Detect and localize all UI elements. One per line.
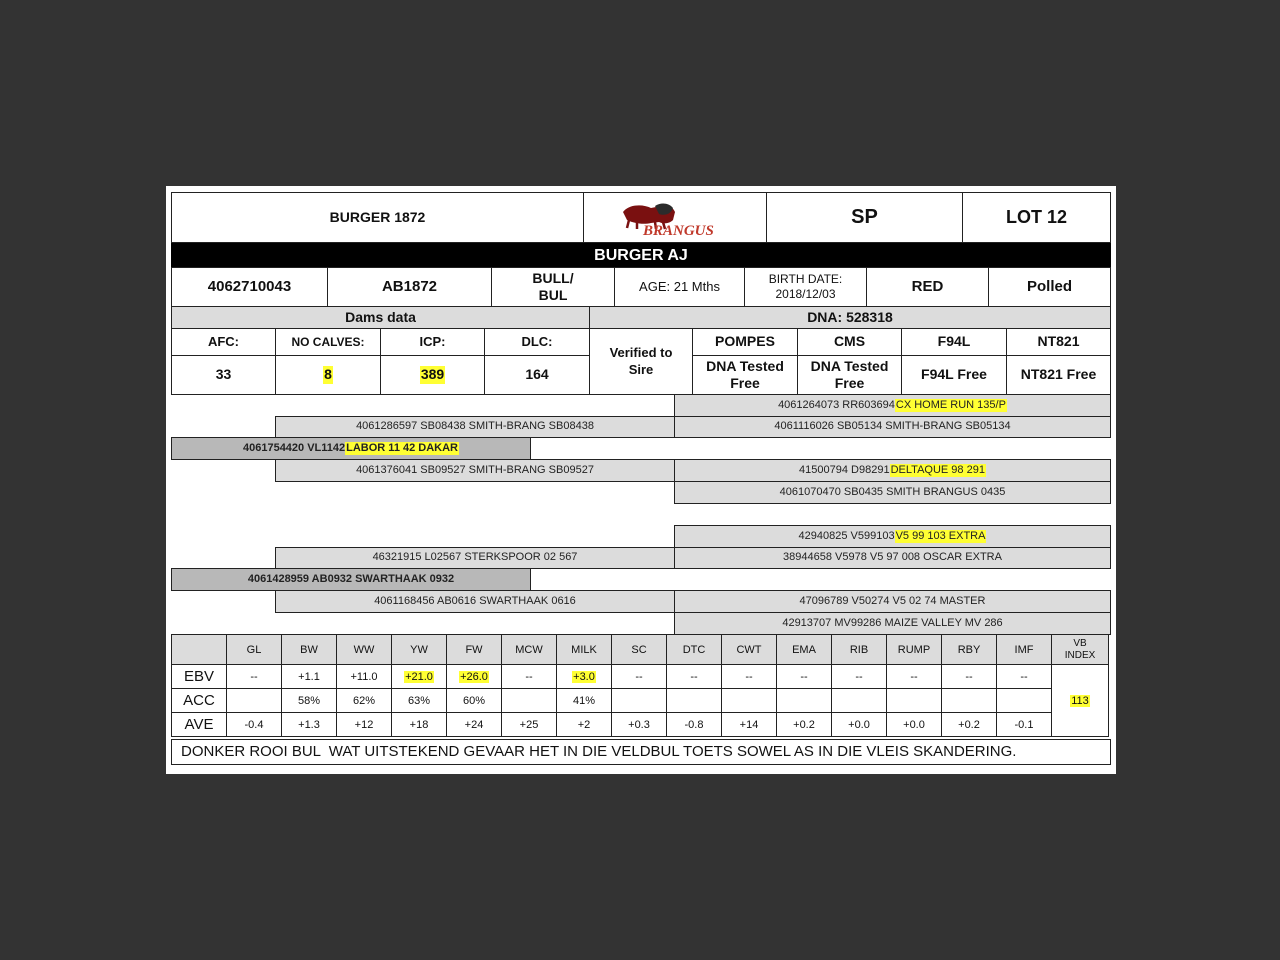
ebv-col-header: FW [447, 635, 502, 665]
birth-date-label: BIRTH DATE: [768, 272, 843, 286]
no-calves-value: 8 [275, 355, 381, 395]
ave-cell: +0.0 [887, 713, 942, 737]
ebv-col-header: MCW [502, 635, 557, 665]
acc-cell [612, 689, 667, 713]
ebv-cell: -- [887, 665, 942, 689]
sex-line2: BUL [538, 287, 568, 303]
brangus-logo [583, 192, 767, 243]
ebv-col-header: EMA [777, 635, 832, 665]
pedigree-sire-sire-sire: 4061264073 RR603694 CX HOME RUN 135/P [674, 394, 1111, 417]
ave-cell: +2 [557, 713, 612, 737]
pedigree-dam-dam-dam: 42913707 MV99286 MAIZE VALLEY MV 286 [674, 612, 1111, 635]
ebv-col-header: DTC [667, 635, 722, 665]
acc-cell [667, 689, 722, 713]
acc-cell: 60% [447, 689, 502, 713]
lot-number: LOT 12 [962, 192, 1111, 243]
row-label-ebv: EBV [172, 665, 227, 689]
ave-cell: +0.2 [777, 713, 832, 737]
ave-cell: +18 [392, 713, 447, 737]
birth-date-value: 2018/12/03 [775, 287, 836, 301]
pedigree-sire-dam: 4061376041 SB09527 SMITH-BRANG SB09527 [275, 459, 675, 482]
ebv-cell: -- [942, 665, 997, 689]
pompes-label: POMPES [692, 328, 798, 356]
ebv-table [171, 634, 1109, 737]
pedigree-dam-dam-sire: 47096789 V50274 V5 02 74 MASTER [674, 590, 1111, 613]
icp-label: ICP: [380, 328, 485, 356]
cms-label: CMS [797, 328, 902, 356]
breeder-name: BURGER AJ [171, 243, 1111, 268]
ave-cell: +12 [337, 713, 392, 737]
pedigree-dam: 4061428959 AB0932 SWARTHAAK 0932 [171, 568, 531, 591]
ebv-cell: -- [667, 665, 722, 689]
nt821-label: NT821 [1006, 328, 1111, 356]
verified-to-sire: Verified to Sire [589, 328, 693, 395]
dams-data-title: Dams data [171, 306, 590, 329]
row-label-ave: AVE [172, 713, 227, 737]
f94l-result: F94L Free [901, 355, 1007, 395]
comment: DONKER ROOI BUL WAT UITSTEKEND GEVAAR HET IN DIE VELDBUL TOETS SOWEL AS IN DIE VLEIS SKANDERING. [171, 739, 1111, 765]
pedigree-dam-sire-sire: 42940825 V599103 V5 99 103 EXTRA [674, 525, 1111, 548]
acc-cell [832, 689, 887, 713]
ebv-cell: +1.1 [282, 665, 337, 689]
acc-cell [997, 689, 1052, 713]
age: AGE: 21 Mths [614, 267, 745, 307]
dlc-value: 164 [484, 355, 590, 395]
ebv-header-row [172, 635, 1109, 665]
ebv-cell: -- [722, 665, 777, 689]
ebv-col-header: RBY [942, 635, 997, 665]
pedigree-sire-dam-sire: 41500794 D98291 DELTAQUE 98 291 [674, 459, 1111, 482]
sex [491, 267, 615, 307]
ebv-cell: -- [227, 665, 282, 689]
pompes-result: DNA Tested Free [692, 355, 798, 395]
pedigree-sire: 4061754420 VL1142 LABOR 11 42 DAKAR [171, 437, 531, 460]
sex-line1: BULL/ [532, 269, 574, 286]
acc-cell [502, 689, 557, 713]
ave-row [172, 713, 1109, 737]
no-calves-label: NO CALVES: [275, 328, 381, 356]
birth-date [744, 267, 867, 307]
acc-cell [887, 689, 942, 713]
ebv-col-header: SC [612, 635, 667, 665]
ebv-col-header: GL [227, 635, 282, 665]
ave-cell: -0.1 [997, 713, 1052, 737]
acc-row [172, 689, 1109, 713]
color: RED [866, 267, 989, 307]
registration-number: 4062710043 [171, 267, 328, 307]
ave-cell: +0.3 [612, 713, 667, 737]
pedigree-dam-sire-dam: 38944658 V5978 V5 97 008 OSCAR EXTRA [674, 547, 1111, 569]
f94l-label: F94L [901, 328, 1007, 356]
lot-card [166, 186, 1116, 774]
ebv-cell: -- [997, 665, 1052, 689]
row-label-acc: ACC [172, 689, 227, 713]
ebv-cell: -- [832, 665, 887, 689]
pedigree-dam-dam: 4061168456 AB0616 SWARTHAAK 0616 [275, 590, 675, 613]
vb-index-header: VB INDEX [1052, 635, 1109, 665]
acc-cell: 41% [557, 689, 612, 713]
acc-cell [777, 689, 832, 713]
ebv-col-header: RUMP [887, 635, 942, 665]
dna-title: DNA: 528318 [589, 306, 1111, 329]
brangus-logo-icon [615, 198, 735, 238]
nt821-result: NT821 Free [1006, 355, 1111, 395]
pedigree-dam-sire: 46321915 L02567 STERKSPOOR 02 567 [275, 547, 675, 569]
dlc-label: DLC: [484, 328, 590, 356]
ebv-cell: -- [777, 665, 832, 689]
animal-id: AB1872 [327, 267, 492, 307]
ave-cell: +0.2 [942, 713, 997, 737]
pedigree-sire-sire: 4061286597 SB08438 SMITH-BRANG SB08438 [275, 416, 675, 438]
icp-value: 389 [380, 355, 485, 395]
ebv-cell: +26.0 [447, 665, 502, 689]
owner-code: SP [766, 192, 963, 243]
ebv-col-header: WW [337, 635, 392, 665]
ebv-col-header: CWT [722, 635, 777, 665]
ave-cell: +24 [447, 713, 502, 737]
cms-result: DNA Tested Free [797, 355, 902, 395]
animal-name: BURGER 1872 [171, 192, 584, 243]
ebv-cell: +3.0 [557, 665, 612, 689]
acc-cell [942, 689, 997, 713]
ebv-col-header: YW [392, 635, 447, 665]
acc-cell: 58% [282, 689, 337, 713]
ebv-col-header: IMF [997, 635, 1052, 665]
ebv-corner [172, 635, 227, 665]
acc-cell: 63% [392, 689, 447, 713]
ebv-row [172, 665, 1109, 689]
horn-status: Polled [988, 267, 1111, 307]
ebv-col-header: MILK [557, 635, 612, 665]
logo-text: BRANGUS [643, 222, 714, 238]
ave-cell: +25 [502, 713, 557, 737]
afc-label: AFC: [171, 328, 276, 356]
pedigree-sire-sire-dam: 4061116026 SB05134 SMITH-BRANG SB05134 [674, 416, 1111, 438]
vb-index-value: 113 [1052, 665, 1109, 737]
acc-cell [722, 689, 777, 713]
afc-value: 33 [171, 355, 276, 395]
ave-cell: -0.8 [667, 713, 722, 737]
ebv-col-header: BW [282, 635, 337, 665]
acc-cell [227, 689, 282, 713]
ebv-cell: -- [612, 665, 667, 689]
ave-cell: +0.0 [832, 713, 887, 737]
ave-cell: -0.4 [227, 713, 282, 737]
ebv-cell: +21.0 [392, 665, 447, 689]
ave-cell: +14 [722, 713, 777, 737]
ebv-cell: -- [502, 665, 557, 689]
pedigree-sire-dam-dam: 4061070470 SB0435 SMITH BRANGUS 0435 [674, 481, 1111, 504]
ave-cell: +1.3 [282, 713, 337, 737]
ebv-cell: +11.0 [337, 665, 392, 689]
ebv-col-header: RIB [832, 635, 887, 665]
acc-cell: 62% [337, 689, 392, 713]
